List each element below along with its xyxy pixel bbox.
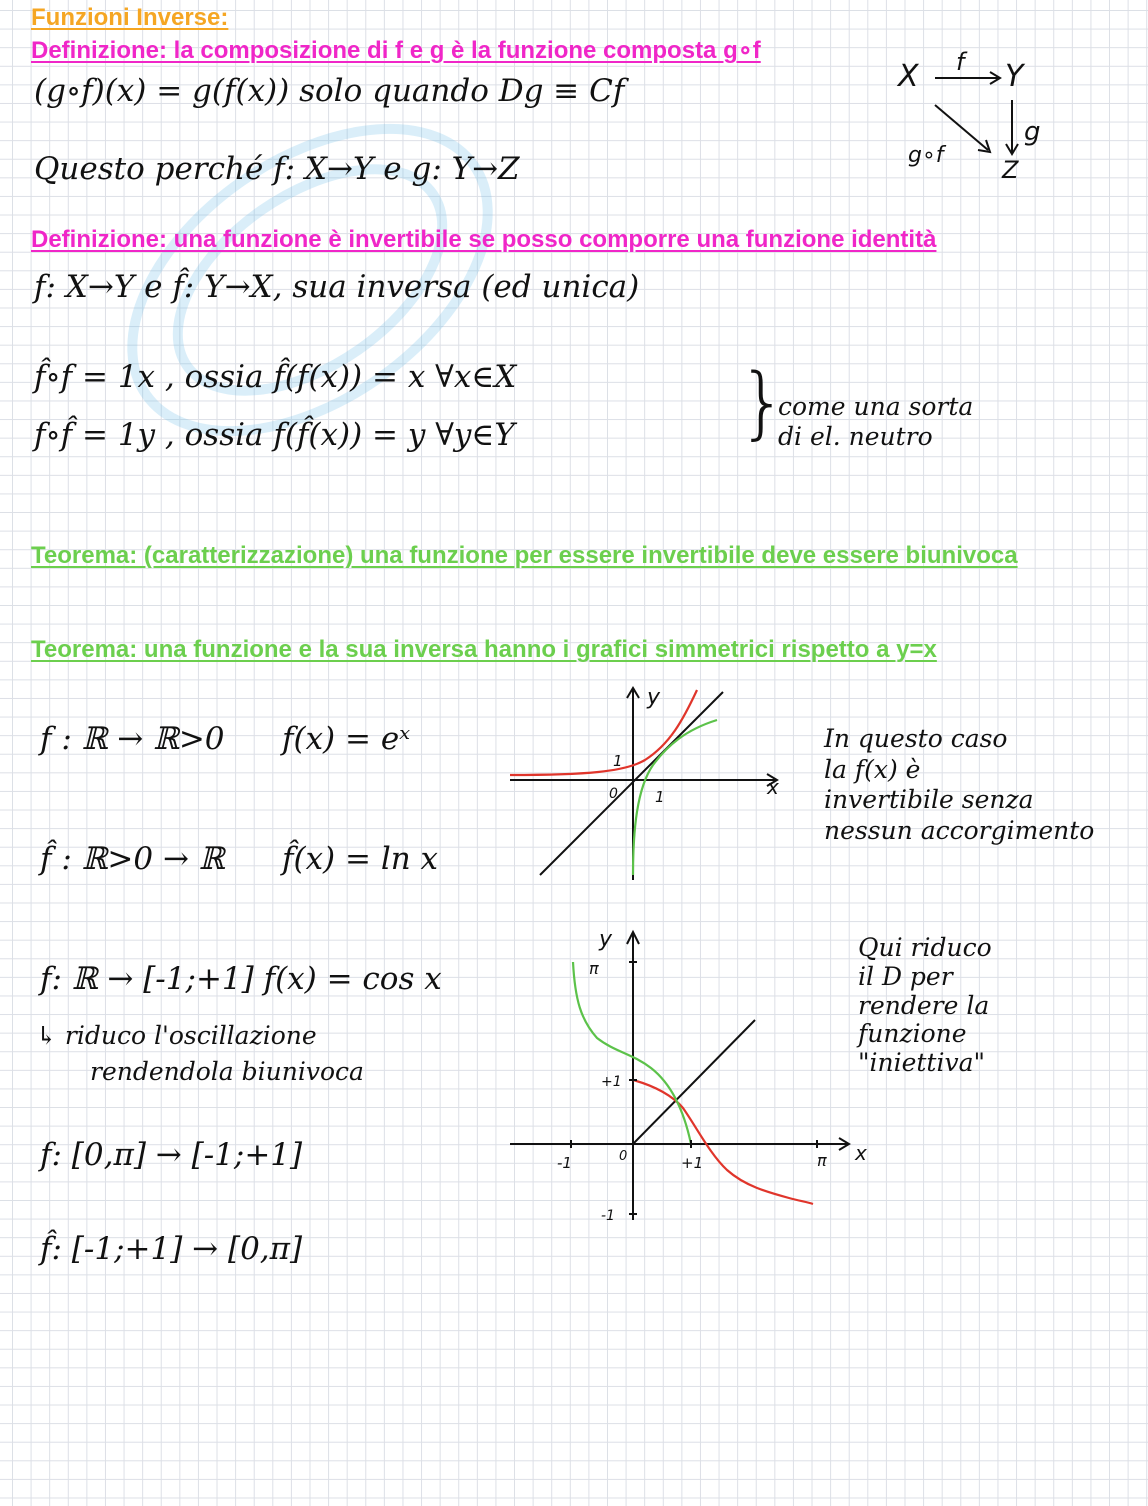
cos-f-def: f: ℝ → [-1;+1] f(x) = cos x: [40, 961, 442, 997]
exp-note: In questo caso la f(x) è invertibile senza nessun accorgimento: [824, 724, 1095, 845]
graph2-tick-neg1: -1: [557, 1154, 572, 1172]
identity-note: come una sorta di el. neutro: [778, 392, 974, 451]
graph2-tick-y-pi: π: [589, 959, 599, 978]
theorem-characterization: Teorema: (caratterizzazione) una funzione per essere invertibile deve essere biunivoca: [31, 542, 1018, 569]
identity-line-2: f∘f̂ = 1y , ossia f(f̂(x)) = y ∀y∈Y: [34, 417, 515, 453]
graph-cos-arccos: [505, 920, 875, 1230]
graph2-y-label: y: [599, 927, 613, 952]
graph-exp-ln: [505, 680, 795, 885]
identity-line-1: f̂∘f = 1x , ossia f̂(f(x)) = x ∀x∈X: [34, 359, 517, 395]
definition-composition: Definizione: la composizione di f e g è la funzione composta g∘f: [31, 37, 761, 64]
graph2-origin: 0: [619, 1149, 628, 1164]
diagram-y: Y: [1005, 59, 1024, 94]
graph2-cos-curve: [633, 1080, 813, 1204]
cos-inverse: f̂: [-1;+1] → [0,π]: [40, 1231, 303, 1267]
diagram-z: Z: [1002, 156, 1019, 184]
graph1-exp-curve: [510, 690, 697, 775]
graph1-x-label: x: [767, 775, 779, 799]
graph1-y-label: y: [647, 685, 661, 710]
cos-restrict-note-1: ↳ riduco l'oscillazione: [36, 1021, 317, 1050]
definition-invertible: Definizione: una funzione è invertibile se posso comporre una funzione identità: [31, 226, 937, 253]
page-title: Funzioni Inverse:: [31, 4, 229, 31]
theorem-symmetry: Teorema: una funzione e la sua inversa hanno i grafici simmetrici rispetto a y=x: [31, 636, 937, 663]
composition-diagram: [890, 50, 1060, 190]
graph2-tick-pi: π: [817, 1151, 827, 1170]
graph2-tick-y-neg1: -1: [601, 1208, 615, 1224]
cos-note: Qui riduco il D per rendere la funzione "iniettiva": [858, 933, 992, 1077]
cos-restrict-note-2: rendendola biunivoca: [90, 1057, 364, 1086]
diagram-x: X: [898, 59, 919, 94]
graph1-origin: 0: [609, 786, 618, 802]
cos-restricted: f: [0,π] → [-1;+1]: [40, 1137, 303, 1173]
graph2-x-label: x: [855, 1141, 867, 1165]
graph1-tick-x: 1: [655, 788, 665, 806]
graph2-tick-pos1: +1: [681, 1154, 704, 1172]
graph2-tick-y-pos1: +1: [601, 1074, 622, 1090]
exp-inverse-def: f̂ : ℝ>0 → ℝ: [40, 841, 225, 877]
graph1-ln-curve: [633, 720, 717, 875]
exp-f-formula: f(x) = eˣ: [282, 721, 411, 757]
exp-f-def: f : ℝ → ℝ>0: [40, 721, 225, 757]
brace-icon: }: [738, 358, 788, 448]
inverse-intro: f: X→Y e f̂: Y→X, sua inversa (ed unica): [34, 269, 640, 305]
composition-reason: Questo perché f: X→Y e g: Y→Z: [34, 151, 520, 187]
diagram-gf: g∘f: [908, 143, 944, 168]
composition-formula: (g∘f)(x) = g(f(x)) solo quando Dg ≡ Cf: [34, 73, 625, 109]
diagram-f: f: [956, 50, 965, 76]
diagram-g: g: [1024, 117, 1041, 147]
exp-inverse-formula: f̂(x) = ln x: [282, 841, 439, 877]
graph1-bisector: [540, 692, 723, 875]
graph1-tick-y: 1: [613, 752, 623, 770]
